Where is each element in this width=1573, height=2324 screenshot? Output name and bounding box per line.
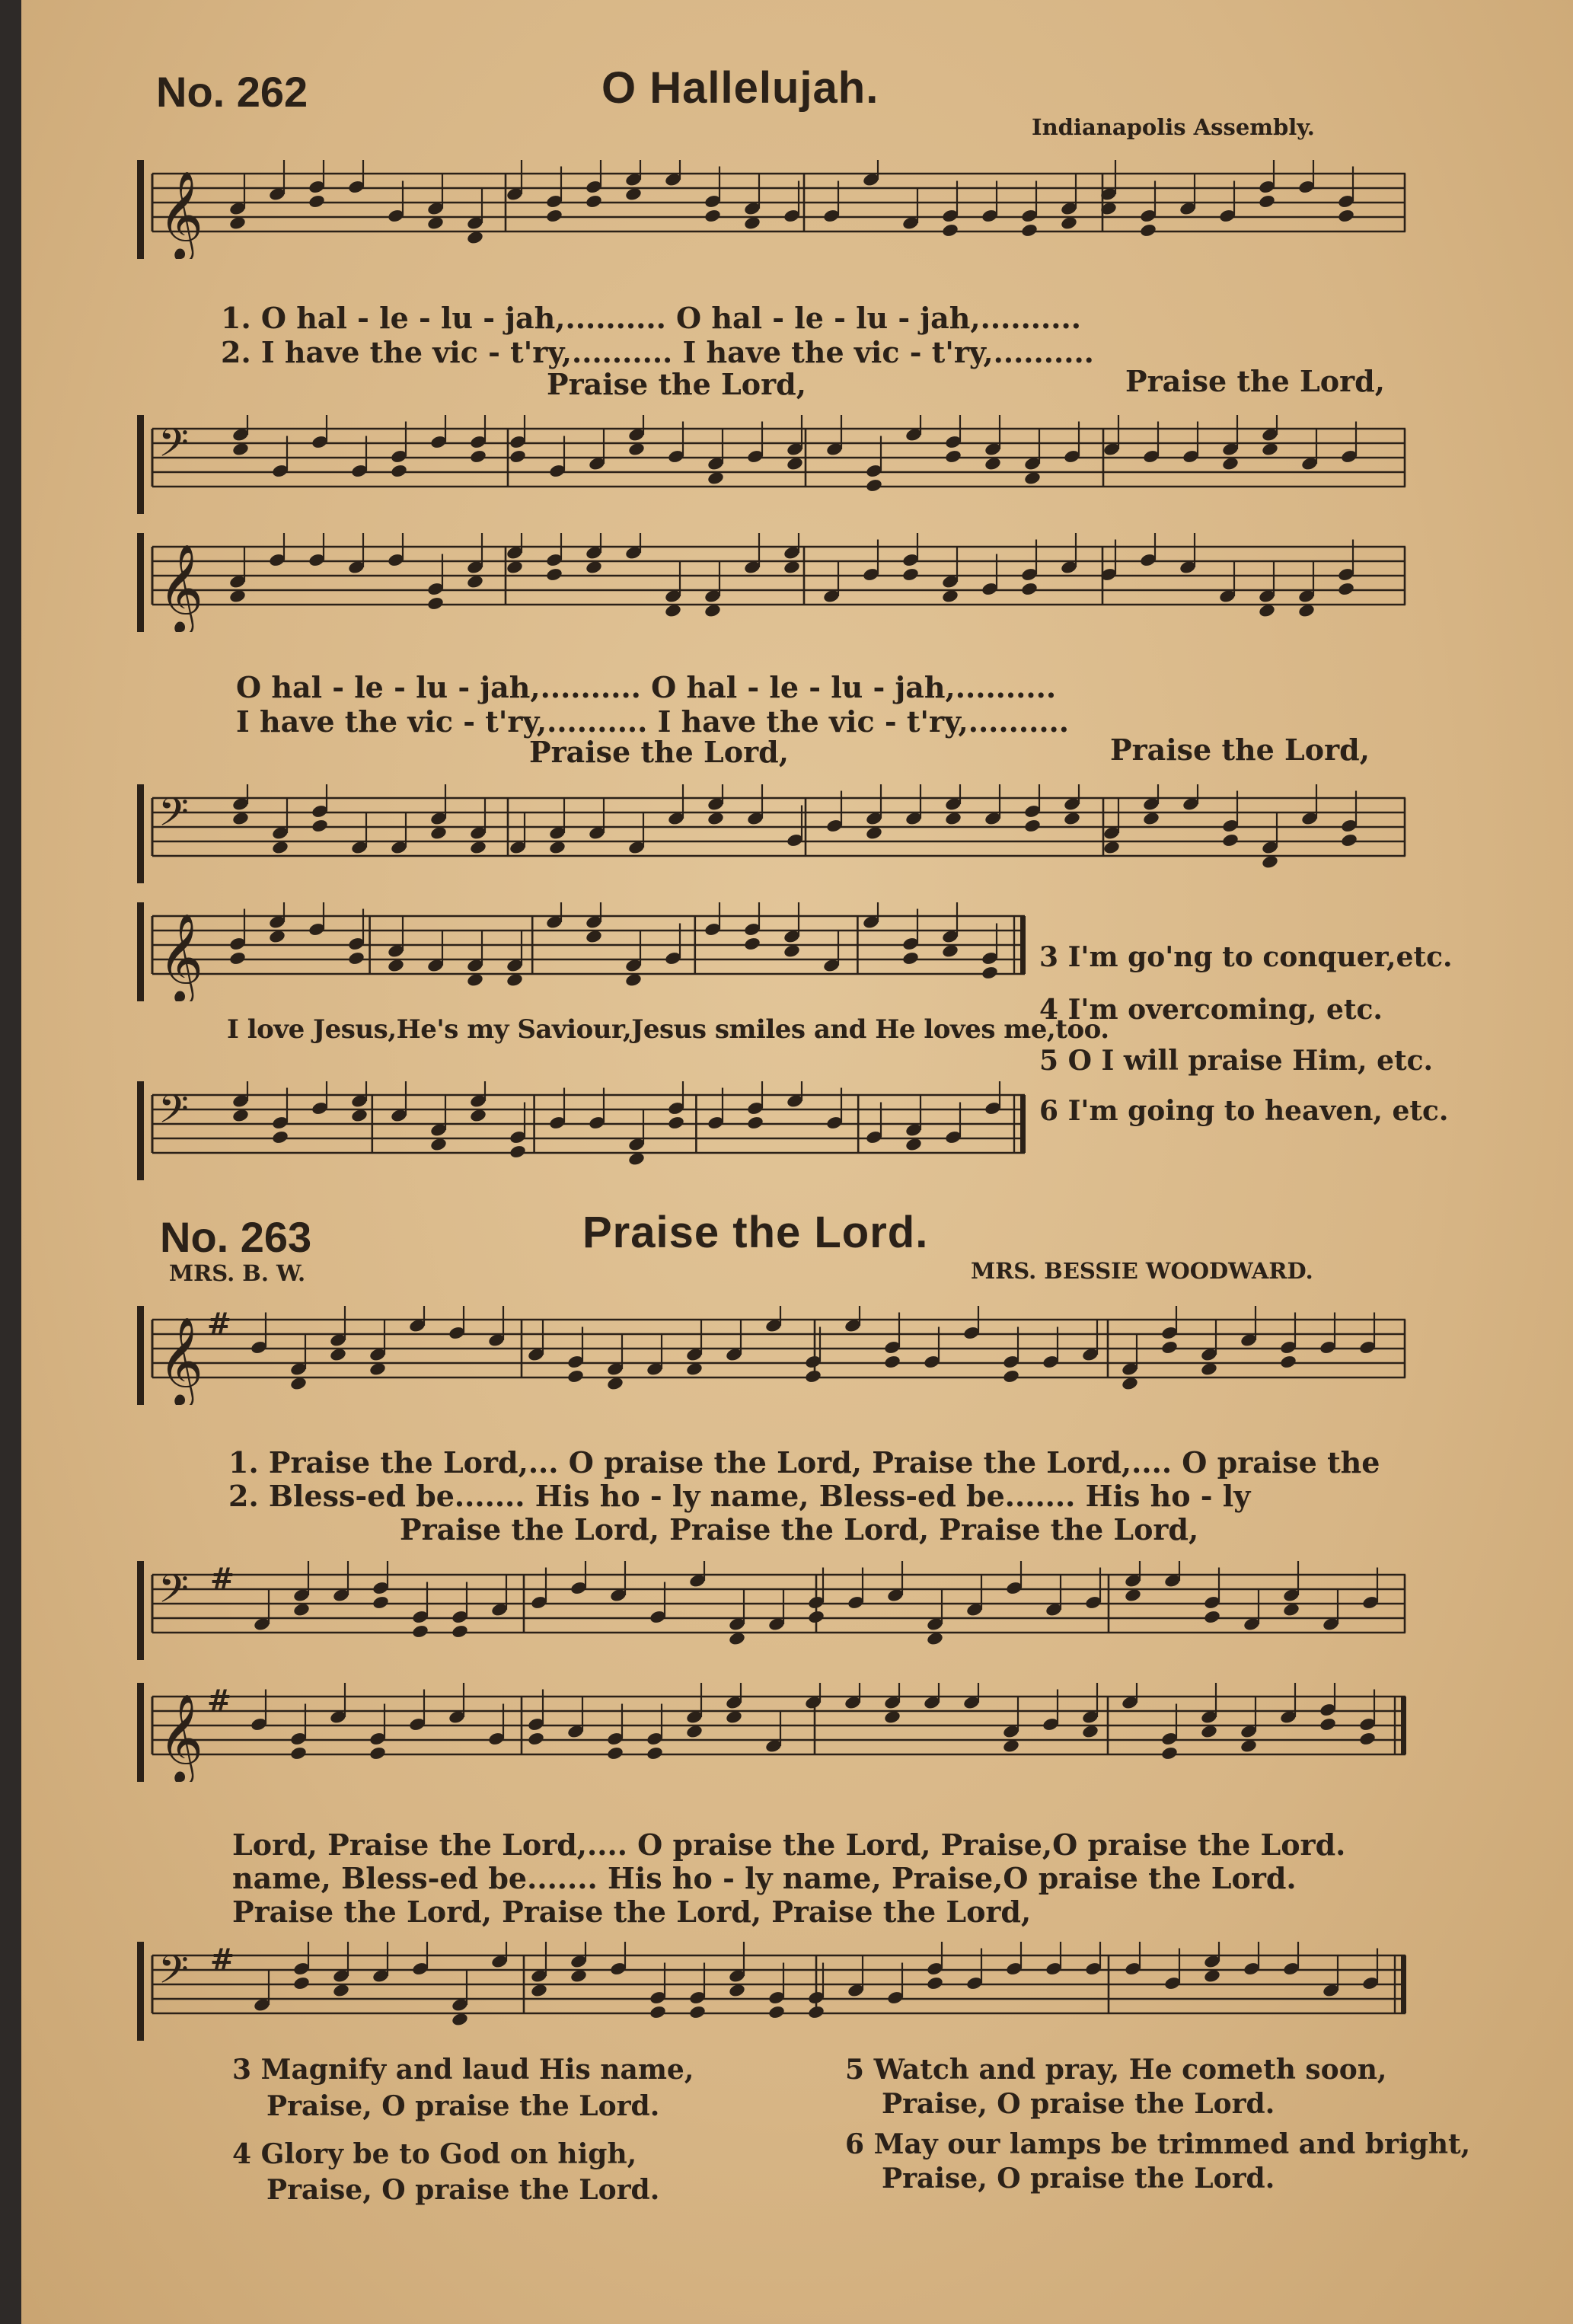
verse-refrain: Praise, O praise the Lord. <box>882 2088 1275 2120</box>
response-lyric: Praise the Lord, <box>1110 733 1370 767</box>
staff-svg <box>137 1306 1409 1405</box>
svg-text:𝄞: 𝄞 <box>158 912 204 1001</box>
staff-svg <box>137 1561 1409 1660</box>
lyric-line: 2. Bless-ed be....... His ho - ly name, Bless-ed be....... His ho - ly <box>228 1479 1251 1513</box>
bass-staff <box>137 1942 1409 2041</box>
svg-text:𝄞: 𝄞 <box>158 1316 204 1405</box>
response-lyric: Praise the Lord, <box>547 367 806 401</box>
verse-number: 6 <box>845 2128 865 2160</box>
verse-block <box>845 2128 1470 2160</box>
response-lyric: Praise the Lord, Praise the Lord, Praise the Lord, <box>232 1895 1032 1929</box>
verse-number: 4 <box>232 2138 252 2170</box>
svg-text:𝄢: 𝄢 <box>158 1086 189 1141</box>
lyric-line: 1. Praise the Lord,... O praise the Lord, Praise the Lord,.... O praise the <box>228 1445 1380 1480</box>
treble-staff <box>137 1683 1409 1782</box>
svg-text:𝄢: 𝄢 <box>158 1946 189 2002</box>
lyric-line: 2. I have the vic - t'ry,.......... I have the vic - t'ry,.......... <box>221 335 1094 369</box>
lyric-line: 1. O hal - le - lu - jah,.......... O hal - le - lu - jah,.......... <box>221 301 1081 335</box>
svg-text:#: # <box>210 1943 235 1976</box>
page-binding-edge <box>0 0 21 2324</box>
treble-staff <box>137 533 1409 632</box>
treble-staff <box>137 160 1409 259</box>
staff-svg <box>137 902 1028 1001</box>
lyric-line: I have the vic - t'ry,.......... I have the vic - t'ry,.......... <box>236 704 1070 739</box>
response-lyric: Praise the Lord, <box>529 735 789 769</box>
svg-text:#: # <box>207 1307 231 1340</box>
staff-svg <box>137 533 1409 632</box>
lyric-line: I love Jesus,He's my Saviour,Jesus smiles and He loves me,too. <box>227 1014 1109 1045</box>
svg-text:𝄢: 𝄢 <box>158 420 189 475</box>
verse-cue: 6 I'm going to heaven, etc. <box>1039 1095 1449 1127</box>
verse-cue: 3 I'm go'ng to conquer,etc. <box>1039 941 1453 973</box>
verse-refrain: Praise, O praise the Lord. <box>266 2174 660 2206</box>
verse-block <box>845 2054 1386 2086</box>
hymn-attribution-left: MRS. B. W. <box>169 1260 306 1286</box>
treble-staff <box>137 902 1028 1001</box>
verse-line: Glory be to God on high, <box>260 2138 637 2170</box>
hymn-number: No. 263 <box>160 1213 312 1261</box>
svg-text:#: # <box>210 1562 235 1595</box>
lyric-line: O hal - le - lu - jah,.......... O hal - le - lu - jah,.......... <box>236 670 1057 704</box>
hymn-number: No. 262 <box>156 68 308 116</box>
staff-svg <box>137 1942 1409 2041</box>
svg-text:𝄞: 𝄞 <box>158 543 204 632</box>
hymn-attribution-right: MRS. BESSIE WOODWARD. <box>971 1258 1313 1284</box>
response-lyric: Praise the Lord, <box>1125 364 1385 398</box>
verse-refrain: Praise, O praise the Lord. <box>266 2090 660 2122</box>
treble-staff <box>137 1306 1409 1405</box>
svg-text:𝄞: 𝄞 <box>158 170 204 259</box>
staff-svg <box>137 160 1409 259</box>
bass-staff <box>137 784 1409 883</box>
bass-staff <box>137 415 1409 514</box>
svg-text:#: # <box>207 1684 231 1717</box>
bass-staff <box>137 1081 1028 1180</box>
verse-number: 3 <box>232 2054 252 2086</box>
svg-text:𝄢: 𝄢 <box>158 789 189 844</box>
staff-svg <box>137 415 1409 514</box>
lyric-line: name, Bless-ed be....... His ho - ly name, Praise,O praise the Lord. <box>232 1861 1297 1895</box>
verse-number: 5 <box>845 2054 865 2086</box>
verse-block <box>232 2138 637 2170</box>
staff-svg <box>137 1683 1409 1782</box>
verse-cue: 5 O I will praise Him, etc. <box>1039 1045 1434 1077</box>
response-lyric: Praise the Lord, Praise the Lord, Praise the Lord, <box>400 1512 1199 1547</box>
svg-text:𝄞: 𝄞 <box>158 1693 204 1782</box>
verse-line: Magnify and laud His name, <box>260 2054 694 2086</box>
staff-svg <box>137 1081 1028 1180</box>
hymn-title: O Hallelujah. <box>601 63 879 113</box>
bass-staff <box>137 1561 1409 1660</box>
verse-block <box>232 2054 694 2086</box>
hymn-title: Praise the Lord. <box>582 1208 929 1257</box>
lyric-line: Lord, Praise the Lord,.... O praise the Lord, Praise,O praise the Lord. <box>232 1828 1346 1862</box>
svg-text:𝄢: 𝄢 <box>158 1566 189 1621</box>
staff-svg <box>137 784 1409 883</box>
verse-refrain: Praise, O praise the Lord. <box>882 2163 1275 2195</box>
verse-cue: 4 I'm overcoming, etc. <box>1039 994 1383 1026</box>
hymn-attribution: Indianapolis Assembly. <box>1032 114 1315 140</box>
verse-line: May our lamps be trimmed and bright, <box>873 2128 1471 2160</box>
verse-line: Watch and pray, He cometh soon, <box>873 2054 1387 2086</box>
